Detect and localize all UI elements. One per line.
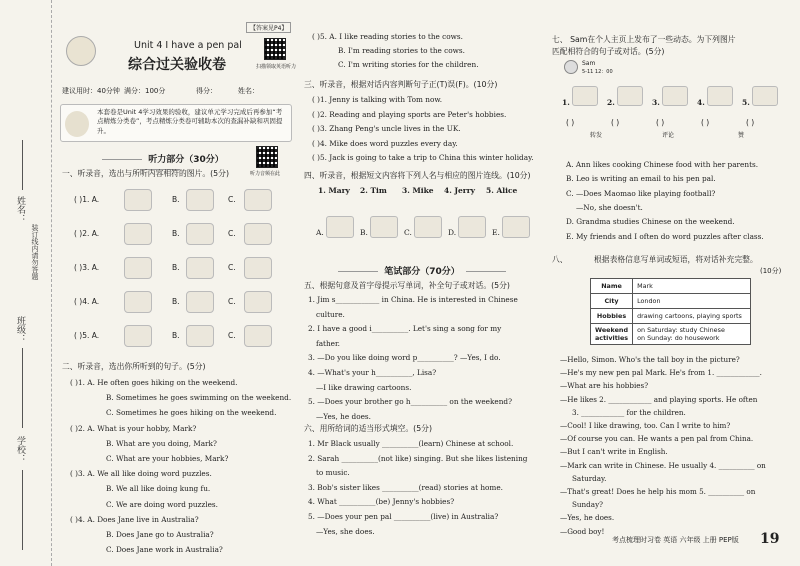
notice-text: 本套卷是Unit 4学习效果的验收，建议单元学习完成后再参加“考点精炼分类卷”，考点精炼分类卷可辅助本次的查漏补缺和巩固提升。 — [97, 108, 283, 135]
post-image[interactable] — [707, 86, 733, 106]
judge-line: ( )5. Jack is going to take a trip to China this winter holiday. — [312, 153, 534, 162]
answer-paren[interactable]: ( ) — [656, 118, 665, 127]
picture-option[interactable] — [186, 189, 214, 211]
unit-banner — [62, 36, 297, 74]
option-b-label: B. — [172, 331, 180, 340]
question-label: ( )5. A. — [74, 331, 100, 340]
image-number: 4. — [697, 98, 705, 107]
spine-line — [22, 470, 23, 550]
picture-label: A. — [316, 228, 324, 237]
section-6-title: 六、用所给词的适当形式填空。(5分) — [304, 424, 432, 433]
fill-line: 2. I have a good i__________. Let's sing a song for my — [308, 324, 502, 334]
judge-line: ( )1. Jenny is talking with Tom now. — [312, 95, 443, 104]
picture-option[interactable] — [370, 216, 398, 238]
name-option[interactable]: 4. Jerry — [444, 186, 476, 195]
name-option[interactable]: 3. Mike — [402, 186, 434, 195]
name-label: 姓名： — [238, 87, 259, 95]
time-label: 建议用时：40分钟 — [62, 87, 120, 95]
judge-line: ( )3. Zhang Peng's uncle lives in the UK. — [312, 124, 461, 133]
section-8-score: (10分) — [760, 267, 782, 275]
table-key: City — [591, 294, 633, 309]
section-3-title: 三、听录音，根据对话内容判断句子正(T)误(F)。(10分) — [304, 80, 498, 89]
picture-option[interactable] — [124, 325, 152, 347]
choice-line: B. We all like doing kung fu. — [106, 484, 211, 494]
score-label: 满分：100分 — [124, 87, 166, 95]
choice-line: C. I'm writing stories for the children. — [338, 60, 479, 69]
table-row — [591, 294, 751, 309]
answer-paren[interactable]: ( ) — [701, 118, 710, 127]
spine-bind-note: 装订线内请勿答题 — [31, 224, 39, 280]
section-4-title: 四、听录音，根据短文内容将下列人名与相应的图片连线。(10分) — [304, 171, 531, 180]
picture-option[interactable] — [124, 257, 152, 279]
picture-option[interactable] — [124, 223, 152, 245]
fill-line: —Yes, she does. — [316, 526, 375, 536]
table-value: London — [633, 294, 751, 309]
option-c-label: C. — [228, 297, 236, 306]
dialog-line: —Cool! I like drawing, too. Can I write to him? — [560, 421, 731, 430]
option-b-label: B. — [172, 195, 180, 204]
post-image[interactable] — [572, 86, 598, 106]
option-b-label: B. — [172, 263, 180, 272]
post-user: Sam — [582, 60, 596, 67]
audio-qr-icon — [256, 146, 278, 168]
match-option: B. Leo is writing an email to his pen pal. — [566, 174, 716, 184]
image-number: 3. — [652, 98, 660, 107]
choice-line: C. We are doing word puzzles. — [106, 499, 218, 509]
fill-line: 1. Jim s____________ in China. He is interested in Chinese — [308, 295, 518, 304]
picture-option[interactable] — [186, 223, 214, 245]
dialog-line: 3. ____________ for the children. — [572, 407, 686, 417]
listening-header: 听力部分（30分） — [80, 152, 240, 175]
picture-option[interactable] — [244, 189, 272, 211]
choice-line: ( )3. A. We all like doing word puzzles. — [70, 469, 212, 479]
dialog-line: —He likes 2. ____________ and playing sports. He often — [560, 394, 758, 404]
option-c-label: C. — [228, 195, 236, 204]
match-option: A. Ann likes cooking Chinese food with her parents. — [566, 160, 759, 169]
section-5-title: 五、根据句意及首字母提示写单词，补全句子或对话。(5分) — [304, 281, 510, 290]
table-value: drawing cartoons, playing sports — [633, 309, 751, 324]
dialog-line: —He's my new pen pal Mark. He's from 1. ____________. — [560, 368, 762, 378]
table-row — [591, 279, 751, 294]
page-number: 19 — [760, 531, 780, 547]
user-avatar — [564, 60, 578, 74]
table-value: on Saturday: study Chinese on Sunday: do housework — [633, 324, 751, 345]
section-8-title: 根据表格信息写单词或短语，将对话补充完整。 — [594, 255, 758, 264]
question-label: ( )3. A. — [74, 263, 100, 272]
fill-line: 1. Mr Black usually __________(learn) Chinese at school. — [308, 439, 514, 448]
dialog-line: —Mark can write in Chinese. He usually 4. __________ on — [560, 460, 766, 470]
choice-line: B. Sometimes he goes swimming on the weekend. — [106, 393, 292, 403]
judge-line: ( )2. Reading and playing sports are Peter's hobbies. — [312, 109, 507, 119]
option-b-label: B. — [172, 229, 180, 238]
answer-paren[interactable]: ( ) — [566, 118, 575, 127]
audio-hint: 听力音频在此 — [250, 171, 281, 177]
picture-option[interactable] — [244, 223, 272, 245]
image-number: 1. — [562, 98, 570, 107]
dialog-line: —What are his hobbies? — [560, 381, 649, 391]
match-option: —No, she doesn't. — [576, 202, 643, 212]
section-8-number: 八、 — [552, 255, 568, 264]
spine-name-label: 姓名： — [15, 196, 25, 223]
match-option: E. My friends and I often do word puzzles after class. — [566, 231, 764, 241]
written-header: 笔试部分（70分） — [322, 264, 522, 277]
match-option: C. —Does Maomao like playing football? — [566, 188, 716, 198]
section-7-title: 七、 Sam在个人主页上发布了一些动态。为下列图片 — [552, 35, 736, 44]
picture-option[interactable] — [186, 325, 214, 347]
picture-label: B. — [360, 228, 368, 237]
fill-line: 3. Bob's sister likes __________(read) stories at home. — [308, 482, 503, 492]
name-option[interactable]: 5. Alice — [486, 186, 518, 195]
notice-box — [60, 104, 292, 142]
picture-label: D. — [448, 228, 457, 237]
fill-line: to music. — [316, 468, 350, 478]
option-c-label: C. — [228, 263, 236, 272]
picture-option[interactable] — [186, 291, 214, 313]
choice-line: ( )2. A. What is your hobby, Mark? — [70, 423, 197, 433]
choice-line: B. What are you doing, Mark? — [106, 438, 217, 448]
dialog-line: —Of course you can. He wants a pen pal from China. — [560, 434, 754, 444]
dialog-line: Sunday? — [572, 500, 603, 510]
picture-option[interactable] — [414, 216, 442, 238]
table-row — [591, 324, 751, 345]
choice-line: C. What are your hobbies, Mark? — [106, 454, 229, 463]
picture-option[interactable] — [244, 325, 272, 347]
dialog-line: —Hello, Simon. Who's the tall boy in the picture? — [560, 355, 740, 364]
option-c-label: C. — [228, 229, 236, 238]
question-label: ( )4. A. — [74, 297, 100, 306]
post-image[interactable] — [752, 86, 778, 106]
choice-line: C. Does Jane work in Australia? — [106, 545, 223, 555]
picture-option[interactable] — [326, 216, 354, 238]
picture-option[interactable] — [244, 257, 272, 279]
judge-line: ( )4. Mike does word puzzles every day. — [312, 138, 458, 148]
spine-class-label: 班级： — [15, 316, 25, 343]
option-b-label: B. — [172, 297, 180, 306]
got-label: 得分： — [196, 87, 217, 95]
teacher-avatar — [65, 111, 89, 137]
choice-line: B. I'm reading stories to the cows. — [338, 46, 465, 55]
picture-option[interactable] — [458, 216, 486, 238]
action-comment: 评论 — [662, 132, 675, 139]
choice-line: ( )5. A. I like reading stories to the cows. — [312, 32, 463, 41]
scan-hint: 扫描领取英语听力 — [256, 64, 297, 70]
table-row — [591, 309, 751, 324]
unit-title: Unit 4 I have a pen pal — [134, 40, 242, 51]
dialog-line: —But I can't write in English. — [560, 447, 668, 457]
answer-ref: 【答案见P4】 — [246, 22, 291, 33]
fill-line: 3. —Do you like doing word p__________? —Yes, I do. — [308, 353, 501, 363]
answer-paren[interactable]: ( ) — [611, 118, 620, 127]
info-table — [590, 278, 751, 345]
fill-line: 5. —Does your brother go h__________ on the weekend? — [308, 397, 513, 407]
fill-line: —I like drawing cartoons. — [316, 382, 412, 392]
picture-label: E. — [492, 228, 500, 237]
fill-line: 4. —What's your h__________, Lisa? — [308, 368, 437, 377]
spine-school-label: 学校： — [15, 436, 25, 463]
fill-line: 2. Sarah __________(not like) singing. But she likes listening — [308, 453, 528, 463]
table-key: Weekend activities — [591, 324, 633, 345]
dialog-line: —Good boy! — [560, 526, 605, 536]
fill-line: 5. —Does your pen pal __________(live) in Australia? — [308, 512, 499, 521]
choice-line: ( )4. A. Does Jane live in Australia? — [70, 514, 199, 524]
spine-line — [22, 140, 23, 190]
dialog-line: —Yes, he does. — [560, 513, 615, 523]
section-2-title: 二、听录音，选出你所听到的句子。(5分) — [62, 362, 206, 371]
page-title: 综合过关验收卷 — [128, 57, 226, 73]
name-option[interactable]: 2. Tim — [360, 186, 387, 195]
picture-option[interactable] — [502, 216, 530, 238]
post-time: 5-11 12：00 — [582, 69, 613, 75]
choice-line: C. Sometimes he goes hiking on the weekend. — [106, 408, 277, 418]
post-image[interactable] — [617, 86, 643, 106]
picture-option[interactable] — [244, 291, 272, 313]
binding-spine — [0, 0, 52, 566]
dialog-line: Saturday. — [572, 473, 607, 483]
picture-option[interactable] — [186, 257, 214, 279]
qr-code-icon — [264, 38, 286, 60]
option-c-label: C. — [228, 331, 236, 340]
fill-line: culture. — [316, 309, 345, 319]
table-key: Name — [591, 279, 633, 294]
dialog-line: —That's great! Does he help his mom 5. __________ on — [560, 487, 756, 496]
section-1-title: 一、听录音，选出与所听内容相符的图片。(5分) — [62, 169, 229, 178]
fill-line: father. — [316, 338, 341, 348]
fill-line: —Yes, he does. — [316, 411, 371, 421]
section-7-title-b: 匹配相符合的句子或对话。(5分) — [552, 47, 665, 56]
name-option[interactable]: 1. Mary — [318, 186, 350, 195]
table-key: Hobbies — [591, 309, 633, 324]
table-value: Mark — [633, 279, 751, 294]
question-label: ( )2. A. — [74, 229, 100, 238]
answer-paren[interactable]: ( ) — [746, 118, 755, 127]
image-number: 5. — [742, 98, 750, 107]
logo-icon — [66, 36, 96, 66]
picture-option[interactable] — [124, 189, 152, 211]
picture-option[interactable] — [124, 291, 152, 313]
question-label: ( )1. A. — [74, 195, 100, 204]
spine-line — [22, 348, 23, 428]
action-forward: 转发 — [590, 132, 603, 139]
post-image[interactable] — [662, 86, 688, 106]
choice-line: ( )1. A. He often goes hiking on the weekend. — [70, 378, 238, 387]
action-like: 赞 — [738, 132, 745, 139]
image-number: 2. — [607, 98, 615, 107]
match-option: D. Grandma studies Chinese on the weekend. — [566, 217, 735, 227]
page-footer: 考点梳理时习卷 英语 六年级 上册 PEP版 — [612, 536, 739, 544]
picture-label: C. — [404, 228, 412, 237]
fill-line: 4. What __________(be) Jenny's hobbies? — [308, 497, 455, 507]
choice-line: B. Does Jane go to Australia? — [106, 530, 214, 539]
